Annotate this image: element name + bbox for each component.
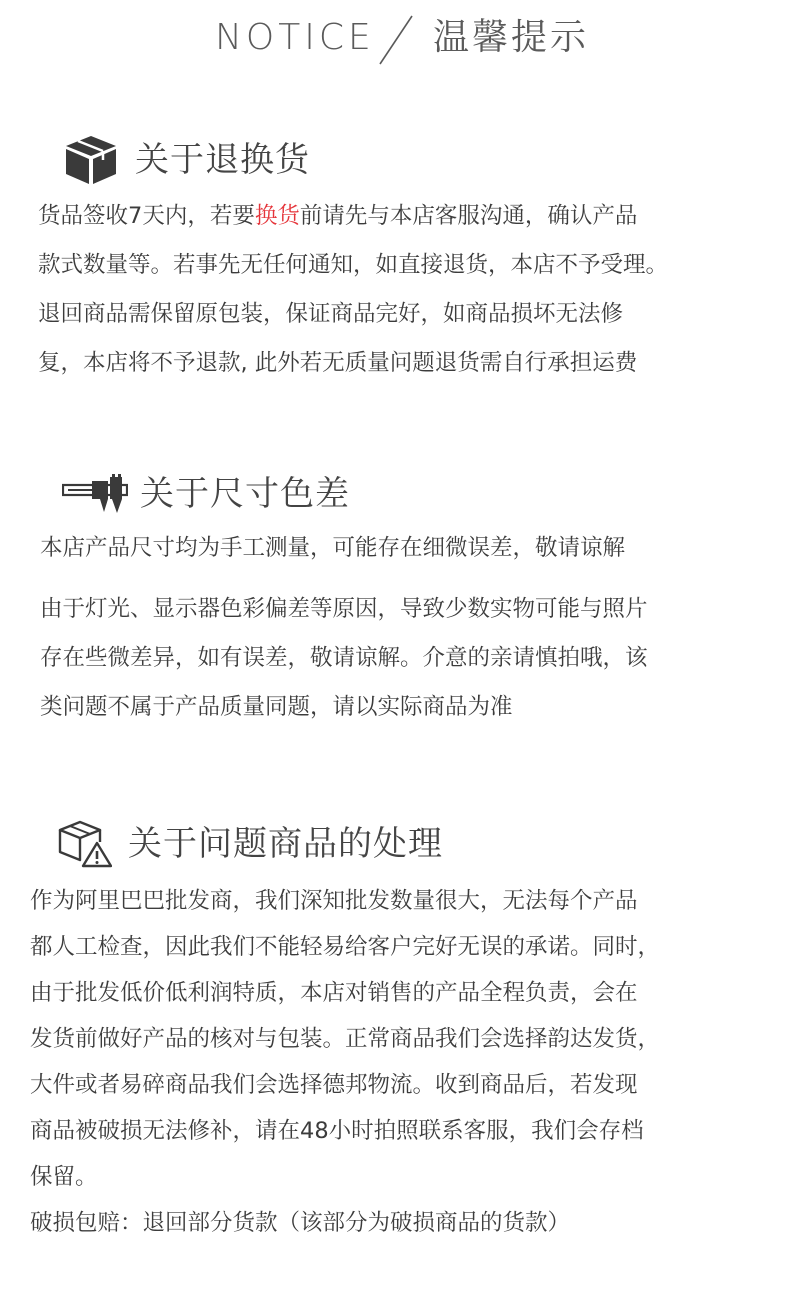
section-title-size-color: 关于尺寸色差 — [140, 474, 350, 514]
notice-header — [0, 0, 790, 80]
text-line: 本店产品尺寸均为手工测量，可能存在细微误差，敬请谅解 — [40, 535, 626, 561]
highlight-exchange: 换货 — [254, 203, 300, 229]
section-title-problem-goods: 关于问题商品的处理 — [128, 824, 443, 864]
notice-title-en: NOTICE — [215, 17, 375, 58]
text-line: 款式数量等。若事先无任何通知，如直接退货，本店不予受理。 — [38, 252, 669, 278]
compensation-line: 破损包赔：退回部分货款（该部分为破损商品的货款） — [30, 1210, 571, 1236]
text-line: 货品签收7天内，若要换货前请先与本店客服沟通，确认产品 — [38, 203, 638, 229]
problem-goods-paragraph — [30, 878, 660, 1246]
text-line: 保留。 — [30, 1164, 98, 1190]
returns-paragraph — [38, 192, 668, 388]
slash-divider — [378, 14, 414, 66]
damaged-box-warning-icon — [58, 820, 112, 868]
text-line: 大件或者易碎商品我们会选择德邦物流。收到商品后，若发现 — [30, 1072, 638, 1098]
color-difference-paragraph — [40, 585, 648, 732]
text-line: 作为阿里巴巴批发商，我们深知批发数量很大，无法每个产品 — [30, 888, 638, 914]
notice-title-cn: 温馨提示 — [433, 17, 590, 58]
text-line: 发货前做好产品的核对与包装。正常商品我们会选择韵达发货， — [30, 1026, 661, 1052]
text-line: 退回商品需保留原包装，保证商品完好，如商品损坏无法修 — [38, 301, 624, 327]
section-title-returns: 关于退换货 — [135, 140, 310, 180]
caliper-icon — [62, 474, 128, 514]
text-line: 复，本店将不予退款, 此外若无质量问题退货需自行承担运费 — [38, 350, 638, 376]
text-line: 商品被破损无法修补，请在48小时拍照联系客服，我们会存档 — [30, 1118, 644, 1144]
box-icon — [64, 134, 118, 186]
text-line: 类问题不属于产品质量同题，请以实际商品为准 — [40, 694, 513, 720]
size-note-paragraph — [40, 524, 625, 573]
text-line: 由于批发低价低利润特质，本店对销售的产品全程负责，会在 — [30, 980, 638, 1006]
text-line: 存在些微差异，如有误差，敬请谅解。介意的亲请慎拍哦，该 — [40, 645, 648, 671]
text-line: 由于灯光、显示器色彩偏差等原因，导致少数实物可能与照片 — [40, 596, 648, 622]
text-line: 都人工检查，因此我们不能轻易给客户完好无误的承诺。同时， — [30, 934, 661, 960]
